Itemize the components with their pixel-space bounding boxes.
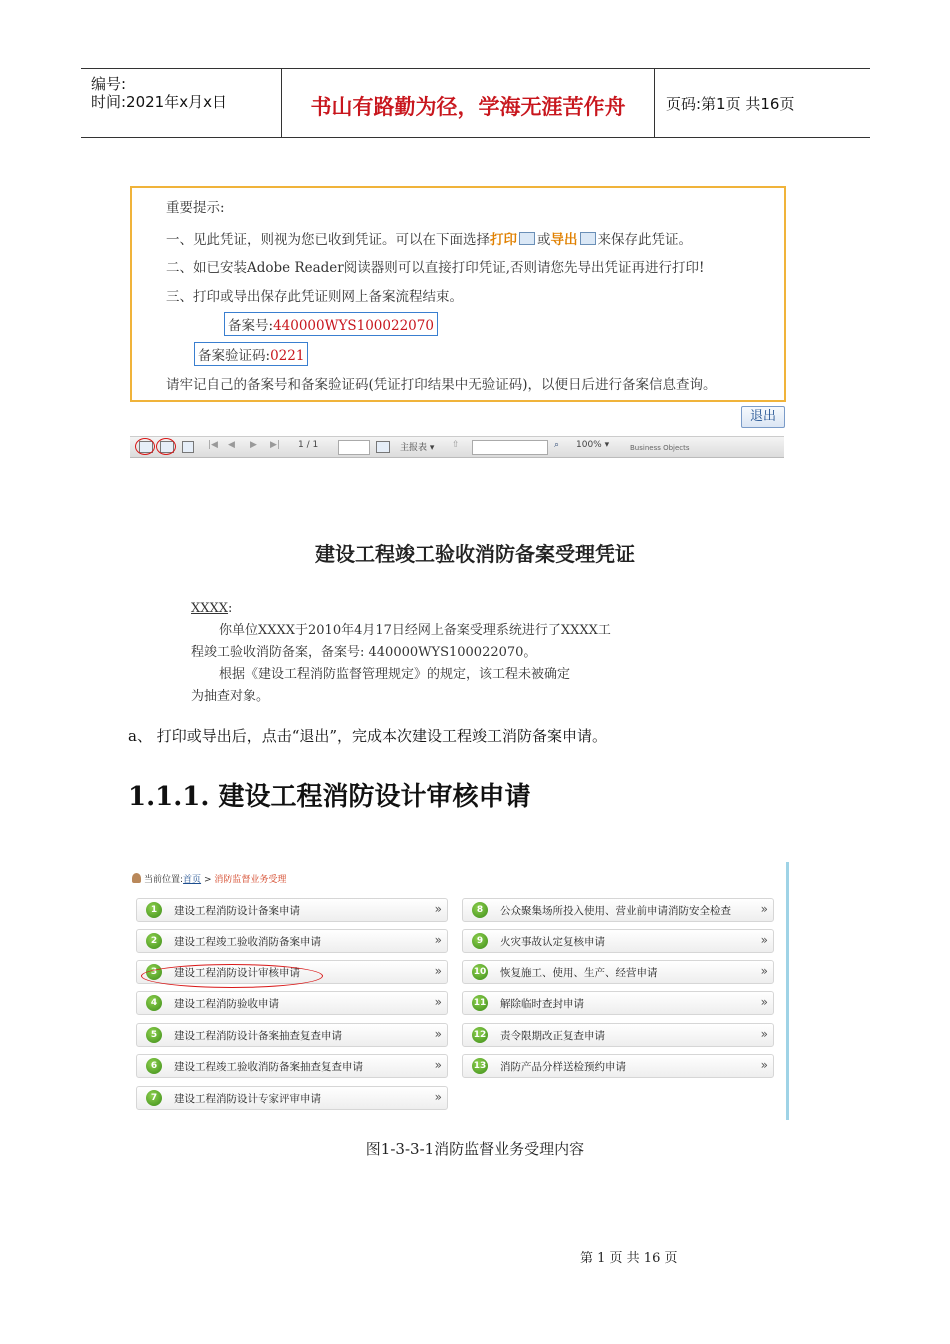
notice-line-2: 二、如已安装Adobe Reader阅读器则可以直接打印凭证,否则请您先导出凭证再进行打印! <box>166 260 705 276</box>
record-number-label: 备案号: <box>228 318 274 334</box>
double-chevron-icon: » <box>434 933 440 947</box>
highlight-ellipse <box>141 964 323 988</box>
number-badge-icon: 6 <box>146 1058 162 1074</box>
panel-divider <box>786 862 789 1120</box>
menu-item-label: 解除临时查封申请 <box>500 998 584 1010</box>
menu-item-label: 建设工程消防设计备案申请 <box>174 905 300 917</box>
report-select-value: 主报表 <box>400 443 428 453</box>
menu-item-label: 建设工程消防设计专家评审申请 <box>174 1093 321 1105</box>
double-chevron-icon: » <box>434 1027 440 1041</box>
double-chevron-icon: » <box>434 902 440 916</box>
notice-line-4: 请牢记自己的备案号和备案验证码(凭证打印结果中无验证码)，以便日后进行备案信息查询。 <box>166 377 717 393</box>
menu-item-10[interactable] <box>462 960 774 984</box>
menu-item-1[interactable] <box>136 898 448 922</box>
number-badge-icon: 4 <box>146 995 162 1011</box>
export-highlight-ring <box>135 438 155 455</box>
print-icon <box>519 232 535 245</box>
exit-button[interactable]: 退出 <box>741 406 785 428</box>
certificate-paragraph-1: 你单位XXXX于2010年4月17日经网上备案受理系统进行了XXXX工 <box>219 623 611 638</box>
important-notice-box <box>130 186 786 402</box>
menu-item-2[interactable] <box>136 929 448 953</box>
menu-item-label: 消防产品分样送检预约申请 <box>500 1061 626 1073</box>
double-chevron-icon: » <box>760 902 766 916</box>
section-heading: 1.1.1. 建设工程消防设计审核申请 <box>128 782 531 812</box>
menu-item-label: 责令限期改正复查申请 <box>500 1030 605 1042</box>
menu-item-label: 建设工程消防设计备案抽查复查申请 <box>174 1030 342 1042</box>
number-badge-icon: 3 <box>146 964 162 980</box>
record-number-value: 440000WYS100022070 <box>273 318 434 334</box>
zoom-value: 100% <box>576 440 602 450</box>
header-motto-cell <box>281 69 655 137</box>
header-motto: 书山有路勤为径，学海无涯苦作舟 <box>310 95 626 119</box>
double-chevron-icon: » <box>760 995 766 1009</box>
menu-item-label: 恢复施工、使用、生产、经营申请 <box>500 967 658 979</box>
number-badge-icon: 8 <box>472 902 488 918</box>
double-chevron-icon: » <box>434 964 440 978</box>
header-page-info: 页码:第1页 共16页 <box>666 95 795 113</box>
report-select[interactable]: 主报表 ▾ <box>400 443 435 453</box>
number-badge-icon: 1 <box>146 902 162 918</box>
zoom-select[interactable]: 100% ▾ <box>576 440 610 450</box>
verify-code-box <box>194 342 308 366</box>
notice-line-3: 三、打印或导出保存此凭证则网上备案流程结束。 <box>166 289 463 305</box>
number-badge-icon: 12 <box>472 1027 488 1043</box>
breadcrumb-home-link[interactable]: 首页 <box>183 875 202 885</box>
certificate-title: 建设工程竣工验收消防备案受理凭证 <box>315 542 635 566</box>
menu-item-4[interactable] <box>136 991 448 1015</box>
number-badge-icon: 13 <box>472 1058 488 1074</box>
number-badge-icon: 9 <box>472 933 488 949</box>
goto-page-input[interactable] <box>338 440 370 455</box>
print-link: 打印 <box>490 232 517 248</box>
search-icon[interactable]: ⌕ <box>554 440 560 450</box>
export-link: 导出 <box>550 232 578 248</box>
certificate-colon: : <box>228 601 233 616</box>
menu-item-11[interactable] <box>462 991 774 1015</box>
document-header <box>81 68 870 138</box>
certificate-paragraph-2: 程竣工验收消防备案，备案号: 440000WYS100022070。 <box>191 645 537 660</box>
menu-item-label: 公众聚集场所投入使用、营业前申请消防安全检查 <box>500 905 731 917</box>
user-icon <box>132 873 141 883</box>
number-badge-icon: 11 <box>472 995 488 1011</box>
nav-prev-icon[interactable]: ◀ <box>228 440 235 450</box>
double-chevron-icon: » <box>434 1058 440 1072</box>
double-chevron-icon: » <box>434 1090 440 1104</box>
double-chevron-icon: » <box>760 933 766 947</box>
menu-item-9[interactable] <box>462 929 774 953</box>
up-icon[interactable]: ⇧ <box>452 440 460 450</box>
page-footer: 第 1 页 共 16 页 <box>580 1251 678 1266</box>
step-instruction: a、 打印或导出后，点击“退出”，完成本次建设工程竣工消防备案申请。 <box>128 727 608 745</box>
service-menu-panel <box>130 862 790 1120</box>
tree-icon[interactable] <box>182 441 194 453</box>
breadcrumb <box>132 872 286 885</box>
document-date: 时间:2021年x月x日 <box>91 93 227 111</box>
double-chevron-icon: » <box>760 1027 766 1041</box>
certificate-paragraph-4: 为抽查对象。 <box>191 689 270 704</box>
verify-code-label: 备案验证码: <box>198 348 271 364</box>
figure-caption: 图1-3-3-1消防监督业务受理内容 <box>365 1140 585 1158</box>
certificate-paragraph-3: 根据《建设工程消防监督管理规定》的规定，该工程未被确定 <box>219 667 571 682</box>
double-chevron-icon: » <box>760 1058 766 1072</box>
search-input[interactable] <box>472 440 548 455</box>
verify-code-value: 0221 <box>270 348 305 364</box>
notice-line-1 <box>166 228 692 248</box>
menu-item-5[interactable] <box>136 1023 448 1047</box>
certificate-addressee-line <box>191 598 611 620</box>
menu-item-label: 建设工程竣工验收消防备案申请 <box>174 936 321 948</box>
report-toolbar <box>130 436 784 458</box>
notice-line-1-tail: 来保存此凭证。 <box>597 232 692 248</box>
menu-item-13[interactable] <box>462 1054 774 1078</box>
double-chevron-icon: » <box>760 964 766 978</box>
notice-or-text: 或 <box>537 232 551 248</box>
menu-item-label: 火灾事故认定复核申请 <box>500 936 605 948</box>
nav-last-icon[interactable]: ▶| <box>270 440 280 450</box>
document-number-label: 编号: <box>91 75 127 93</box>
goto-page-icon[interactable] <box>376 441 390 453</box>
breadcrumb-current: 消防监督业务受理 <box>214 875 287 885</box>
print-highlight-ring <box>156 438 176 455</box>
notice-title: 重要提示: <box>166 200 225 216</box>
number-badge-icon: 5 <box>146 1027 162 1043</box>
nav-next-icon[interactable]: ▶ <box>250 440 257 450</box>
breadcrumb-separator: > <box>203 875 212 885</box>
export-icon <box>580 232 596 245</box>
menu-item-label: 建设工程竣工验收消防备案抽查复查申请 <box>174 1061 363 1073</box>
number-badge-icon: 7 <box>146 1090 162 1106</box>
menu-item-6[interactable] <box>136 1054 448 1078</box>
menu-item-8[interactable] <box>462 898 774 922</box>
menu-item-label: 建设工程消防验收申请 <box>174 998 279 1010</box>
number-badge-icon: 10 <box>472 964 488 980</box>
notice-line-1-text: 一、见此凭证，则视为您已收到凭证。可以在下面选择 <box>166 232 490 248</box>
business-objects-logo: Business Objects <box>630 444 690 452</box>
double-chevron-icon: » <box>434 995 440 1009</box>
menu-item-7[interactable] <box>136 1086 448 1110</box>
record-number-box <box>224 312 438 336</box>
menu-item-12[interactable] <box>462 1023 774 1047</box>
number-badge-icon: 2 <box>146 933 162 949</box>
page-indicator: 1 / 1 <box>298 440 319 450</box>
certificate-body <box>191 598 611 708</box>
certificate-addressee: XXXX <box>191 601 229 616</box>
header-page-cell <box>654 69 870 137</box>
header-meta-cell <box>81 69 281 137</box>
nav-first-icon[interactable]: |◀ <box>208 440 218 450</box>
menu-item-label: 建设工程消防设计审核申请 <box>174 967 300 979</box>
breadcrumb-label: 当前位置: <box>144 875 184 885</box>
